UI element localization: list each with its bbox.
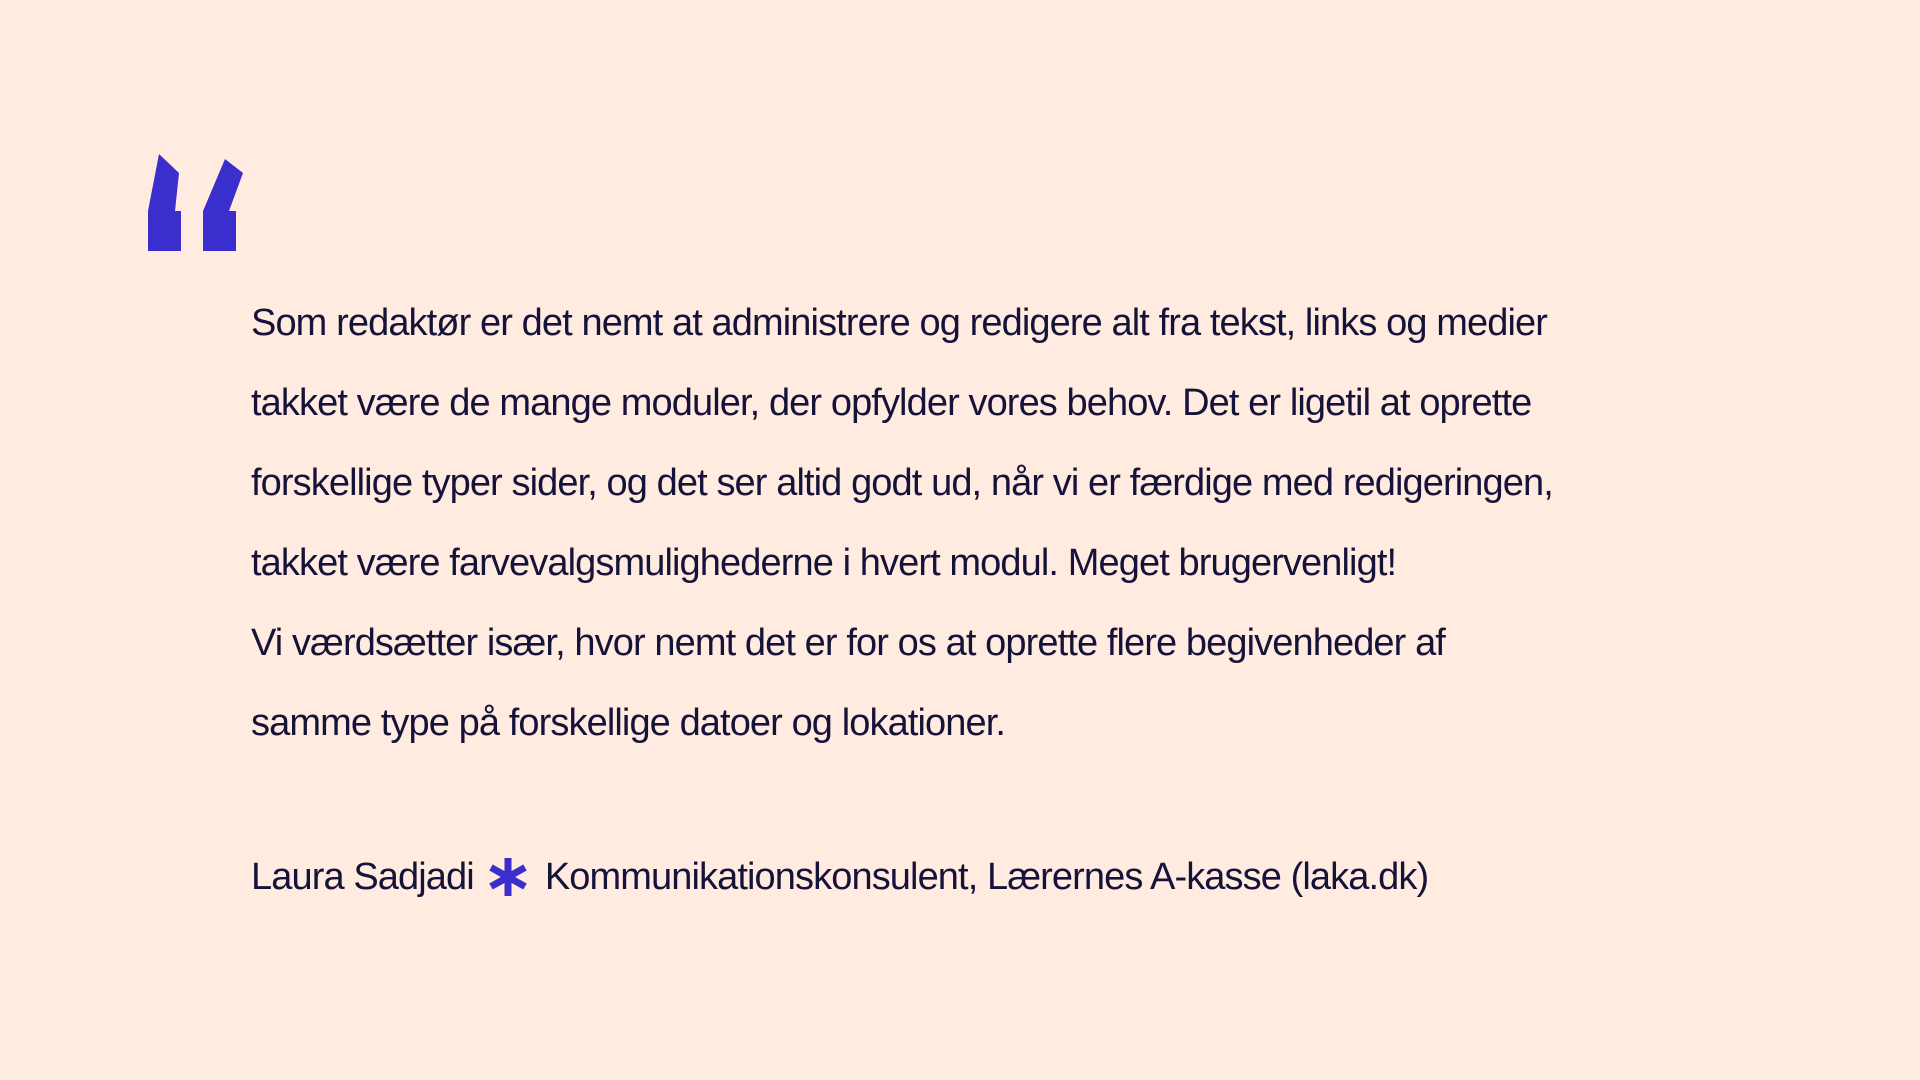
quote-line-3: forskellige typer sider, og det ser altid godt ud, når vi er færdige med redigeringen, [251,462,1553,504]
quote-line-1: Som redaktør er det nemt at administrere og redigere alt fra tekst, links og medier [251,302,1547,344]
quote-mark-icon [148,153,243,251]
testimonial-quote [251,283,1751,763]
quote-line-5: Vi værdsætter især, hvor nemt det er for os at oprette flere begivenheder af [251,622,1445,664]
author-role: Kommunikationskonsulent, Lærernes A-kasse (laka.dk) [544,855,1429,898]
quote-line-4: takket være farvevalgsmulighederne i hvert modul. Meget brugervenligt! [251,542,1397,584]
quote-line-6: samme type på forskellige datoer og lokationer. [251,702,1006,744]
attribution [251,849,1428,905]
quote-line-2: takket være de mange moduler, der opfylder vores behov. Det er ligetil at oprette [251,382,1532,424]
author-name: Laura Sadjadi [251,855,474,898]
asterisk-icon [488,856,528,898]
